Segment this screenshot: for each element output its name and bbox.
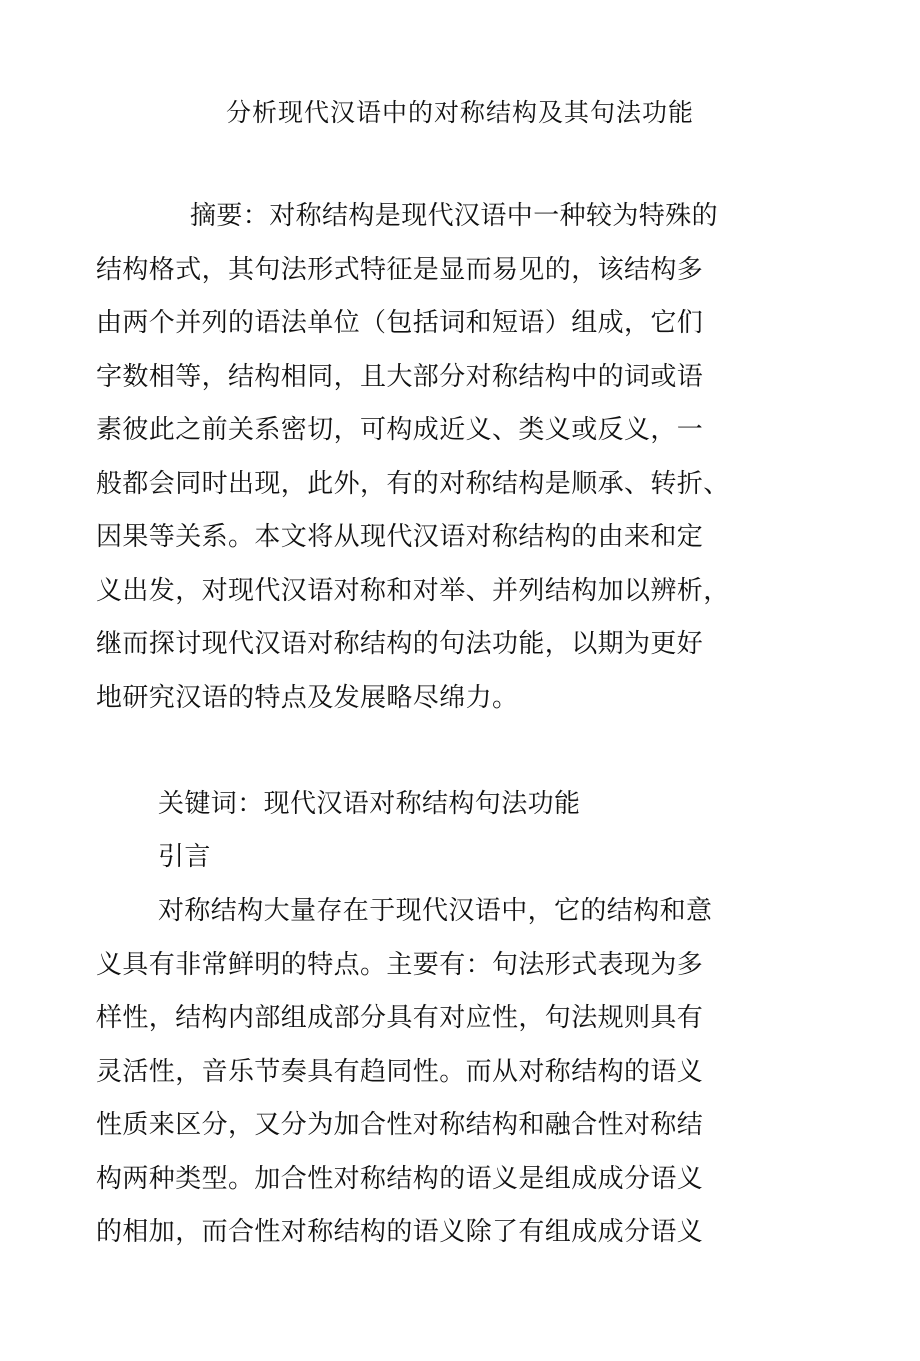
abstract-line: 结构格式，其句法形式特征是显而易见的，该结构多 — [96, 254, 704, 285]
abstract-line: 继而探讨现代汉语对称结构的句法功能，以期为更好 — [96, 629, 704, 659]
body-line: 性质来区分，又分为加合性对称结构和融合性对称结 — [96, 1110, 704, 1140]
abstract-paragraph — [96, 190, 756, 725]
body-line: 构两种类型。加合性对称结构的语义是组成成分语义 — [96, 1163, 704, 1194]
abstract-line: 由两个并列的语法单位（包括词和短语）组成，它们 — [96, 308, 704, 338]
keywords-line: 关键词：现代汉语对称结构句法功能 — [158, 789, 581, 819]
body-line: 的相加，而合性对称结构的语义除了有组成成分语义 — [96, 1217, 704, 1247]
abstract-line: 素彼此之前关系密切，可构成近义、类义或反义，一 — [96, 415, 704, 445]
abstract-line: 地研究汉语的特点及发展略尽绵力。 — [96, 682, 519, 713]
body-paragraph — [96, 885, 756, 1260]
body-line: 灵活性，音乐节奏具有趋同性。而从对称结构的语义 — [96, 1056, 704, 1087]
section-heading-intro: 引言 — [158, 842, 211, 872]
abstract-line: 般都会同时出现，此外，有的对称结构是顺承、转折、 — [96, 468, 730, 499]
abstract-line: 因果等关系。本文将从现代汉语对称结构的由来和定 — [96, 522, 704, 552]
abstract-line: 摘要：对称结构是现代汉语中一种较为特殊的 — [190, 201, 719, 231]
abstract-line: 字数相等，结构相同，且大部分对称结构中的词或语 — [96, 361, 704, 392]
body-line: 对称结构大量存在于现代汉语中，它的结构和意 — [158, 896, 713, 926]
body-line: 样性，结构内部组成部分具有对应性，句法规则具有 — [96, 1003, 704, 1033]
abstract-line: 义出发，对现代汉语对称和对举、并列结构加以辨析， — [96, 575, 730, 606]
body-line: 义具有非常鲜明的特点。主要有：句法形式表现为多 — [96, 949, 704, 980]
document-title: 分析现代汉语中的对称结构及其句法功能 — [225, 98, 694, 127]
